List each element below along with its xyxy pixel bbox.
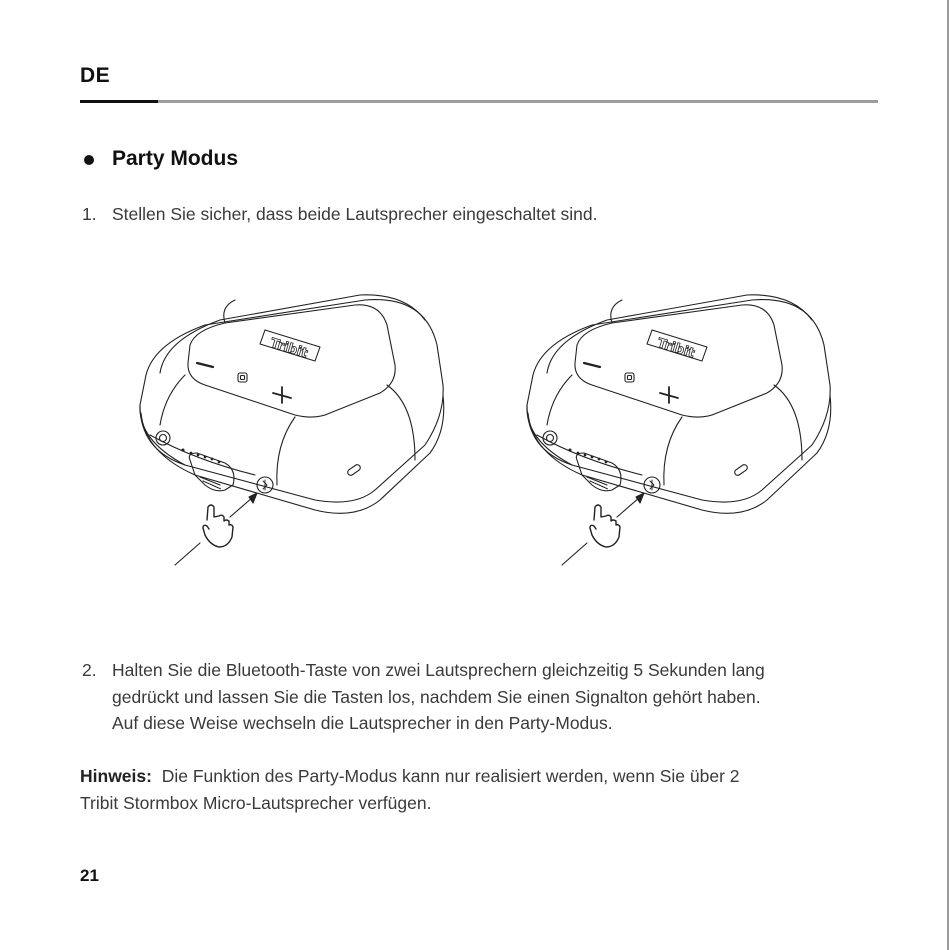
step-text-line: Auf diese Weise wechseln die Lautsprecher in den Party-Modus. <box>112 713 613 733</box>
step-1 <box>82 201 842 228</box>
note-line-1 <box>80 763 870 790</box>
tribit-logo: Tribit <box>655 335 697 362</box>
step-text-line: Halten Sie die Bluetooth-Taste von zwei Lautsprechern gleichzeitig 5 Sekunden lang <box>112 660 765 680</box>
note-label: Hinweis: <box>80 766 152 786</box>
speaker-drawing <box>125 285 455 575</box>
bullet-icon <box>84 155 94 165</box>
section-title: Party Modus <box>112 147 239 170</box>
note <box>80 763 870 817</box>
speaker-illustration-left <box>125 285 455 575</box>
page-number: 21 <box>80 866 99 885</box>
note-text: Die Funktion des Party-Modus kann nur realisiert werden, wenn Sie über 2 <box>161 766 740 786</box>
header-rule <box>80 100 878 103</box>
step-text: Stellen Sie sicher, dass beide Lautsprecher eingeschaltet sind. <box>112 204 598 224</box>
page-edge-line <box>947 0 949 950</box>
step-2 <box>82 657 882 737</box>
speaker-illustration-right <box>512 285 842 575</box>
header-rule-accent <box>80 100 158 103</box>
note-line-2: Tribit Stormbox Micro-Lautsprecher verfügen. <box>80 793 432 813</box>
speaker-drawing <box>512 285 842 575</box>
step-number: 2. <box>82 660 97 680</box>
step-text-line: gedrückt und lassen Sie die Tasten los, nachdem Sie einen Signalton gehört haben. <box>112 686 761 707</box>
language-label: DE <box>80 64 111 87</box>
tribit-logo: Tribit <box>268 335 310 362</box>
step-number: 1. <box>82 204 97 224</box>
